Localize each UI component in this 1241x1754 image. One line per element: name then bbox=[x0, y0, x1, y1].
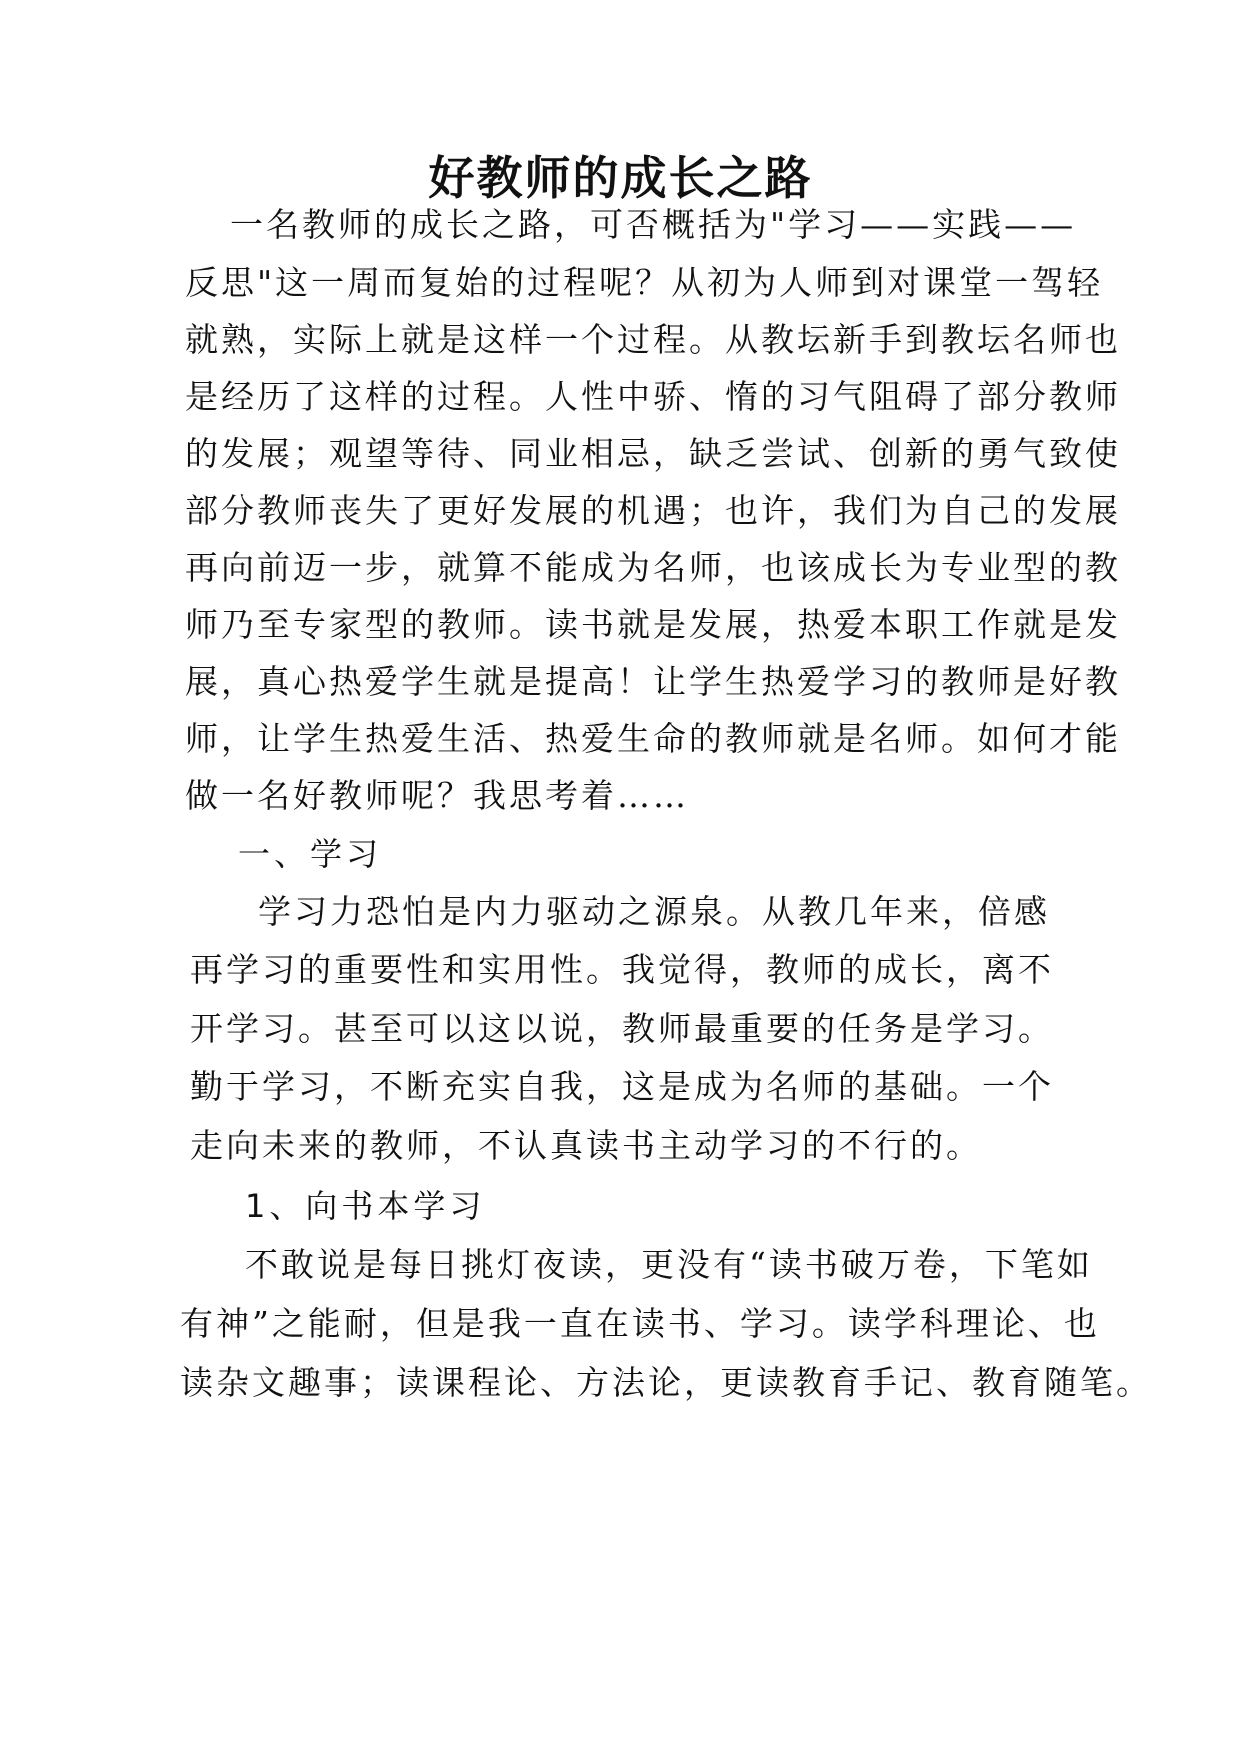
text-line: 展，真心热爱学生就是提高！让学生热爱学习的教师是好教 bbox=[185, 662, 1121, 701]
text-line: 师，让学生热爱生活、热爱生命的教师就是名师。如何才能 bbox=[185, 719, 1121, 758]
subsection-heading: 1、向书本学习 bbox=[245, 1187, 486, 1225]
text-line: 有神”之能耐，但是我一直在读书、学习。读学科理论、也 bbox=[180, 1304, 1100, 1343]
text-line: 再学习的重要性和实用性。我觉得，教师的成长，离不 bbox=[190, 950, 1054, 989]
text-line: 是经历了这样的过程。人性中骄、惰的习气阻碍了部分教师 bbox=[185, 377, 1121, 416]
section-heading: 一、学习 bbox=[238, 835, 383, 873]
text-line: 读杂文趣事；读课程论、方法论，更读教育手记、教育随笔。 bbox=[180, 1363, 1152, 1402]
text-line: 就熟，实际上就是这样一个过程。从教坛新手到教坛名师也 bbox=[185, 320, 1121, 359]
text-line: 开学习。甚至可以这以说，教师最重要的任务是学习。 bbox=[190, 1009, 1054, 1048]
text-line: 师乃至专家型的教师。读书就是发展，热爱本职工作就是发 bbox=[185, 605, 1121, 644]
text-line: 再向前迈一步，就算不能成为名师，也该成长为专业型的教 bbox=[185, 548, 1121, 587]
text-line: 反思"这一周而复始的过程呢？从初为人师到对课堂一驾轻 bbox=[185, 263, 1104, 302]
text-line: 部分教师丧失了更好发展的机遇；也许，我们为自己的发展 bbox=[185, 491, 1121, 530]
text-line: 一名教师的成长之路，可否概括为"学习——实践—— bbox=[230, 205, 1077, 244]
document-title: 好教师的成长之路 bbox=[428, 151, 813, 205]
text-line: 学习力恐怕是内力驱动之源泉。从教几年来，倍感 bbox=[258, 892, 1050, 931]
text-line: 做一名好教师呢？我思考着…… bbox=[185, 776, 689, 815]
text-line: 走向未来的教师，不认真读书主动学习的不行的。 bbox=[190, 1126, 982, 1165]
text-line: 不敢说是每日挑灯夜读，更没有“读书破万卷，下笔如 bbox=[245, 1245, 1093, 1284]
text-line: 勤于学习，不断充实自我，这是成为名师的基础。一个 bbox=[190, 1067, 1054, 1106]
text-line: 的发展；观望等待、同业相忌，缺乏尝试、创新的勇气致使 bbox=[185, 434, 1121, 473]
